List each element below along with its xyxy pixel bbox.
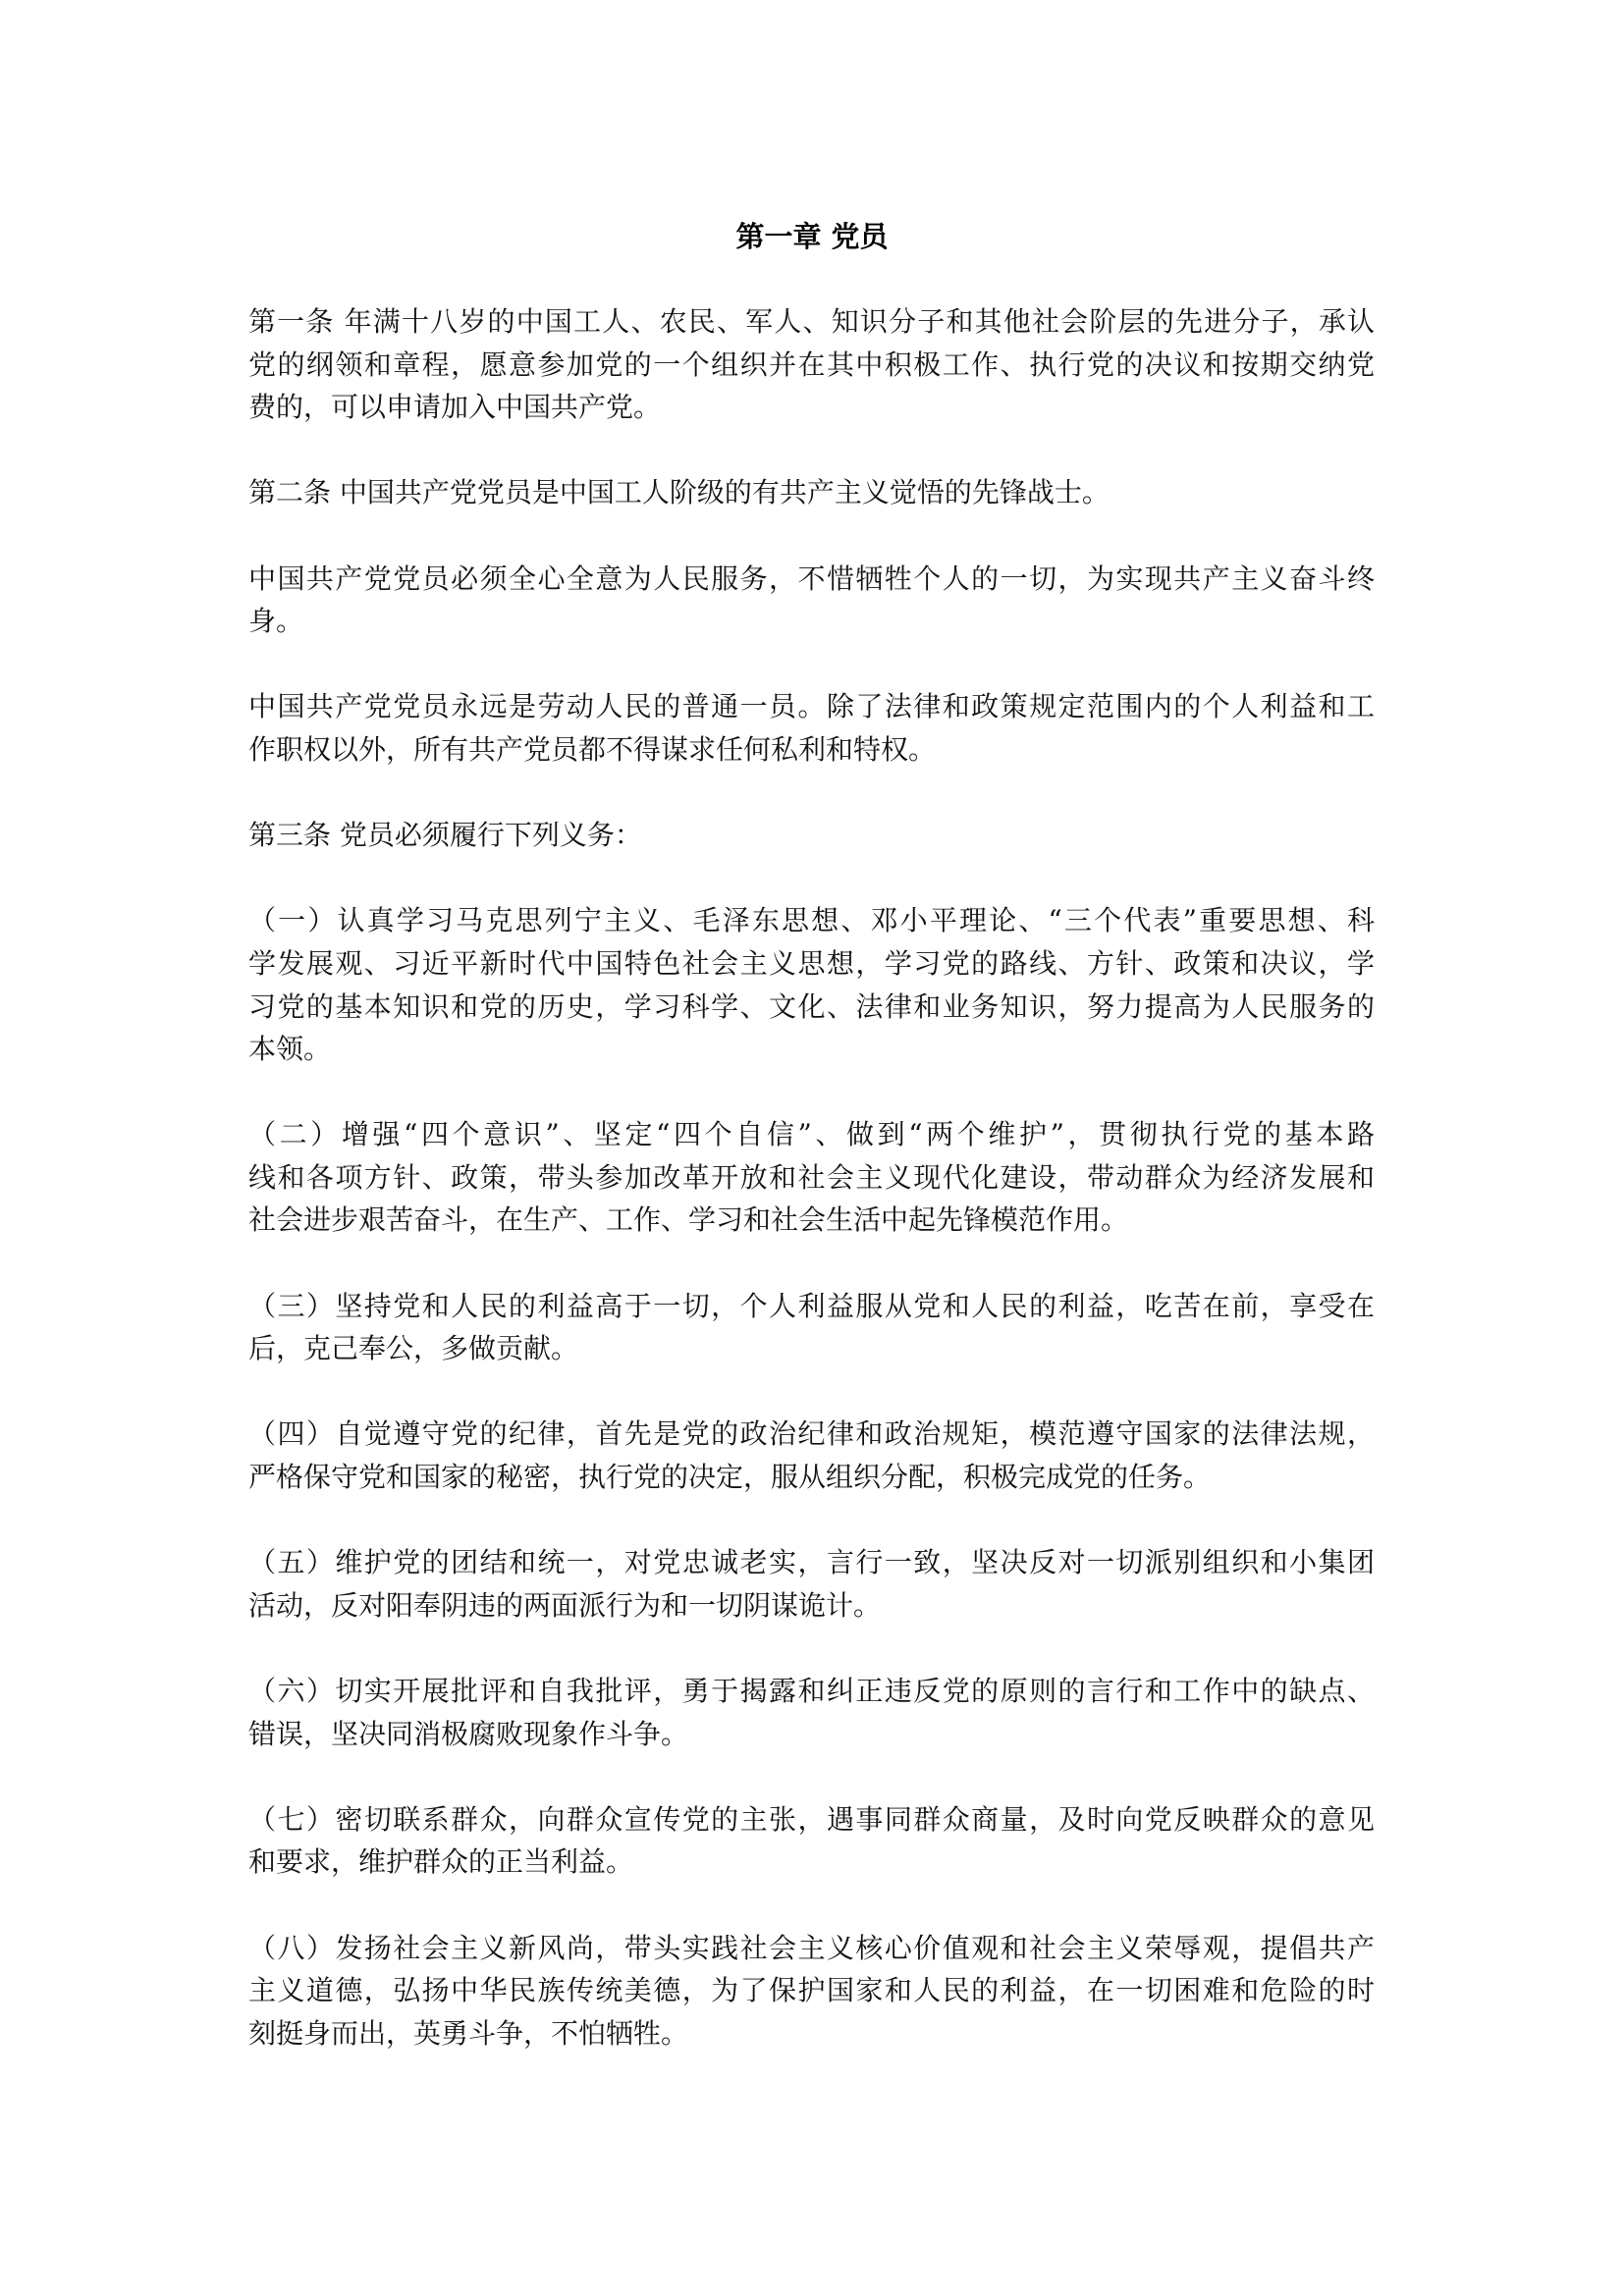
paragraph-line: 费的，可以申请加入中国共产党。 <box>248 391 662 424</box>
paragraph <box>248 1798 1375 1884</box>
paragraph <box>248 685 1375 771</box>
paragraph-line: 错误，坚决同消极腐败现象作斗争。 <box>248 1717 689 1750</box>
paragraph-line: 刻挺身而出，英勇斗争，不怕牺牲。 <box>248 2016 689 2050</box>
paragraph <box>248 1113 1375 1242</box>
paragraph <box>248 1541 1375 1627</box>
paragraph-line: 中国共产党党员必须全心全意为人民服务，不惜牺牲个人的一切，为实现共产主义奋斗终 <box>248 561 1375 595</box>
document-body <box>248 300 1375 2098</box>
paragraph-line: （三）坚持党和人民的利益高于一切，个人利益服从党和人民的利益，吃苦在前，享受在 <box>248 1289 1375 1322</box>
paragraph-line: （六）切实开展批评和自我批评，勇于揭露和纠正违反党的原则的言行和工作中的缺点、 <box>248 1675 1375 1707</box>
paragraph-line: 学发展观、习近平新时代中国特色社会主义思想，学习党的路线、方针、政策和决议，学 <box>248 946 1375 980</box>
paragraph-line: 习党的基本知识和党的历史，学习科学、文化、法律和业务知识，努力提高为人民服务的 <box>248 989 1375 1023</box>
paragraph-line: （二）增强“四个意识”、坚定“四个自信”、做到“两个维护”，贯彻执行党的基本路 <box>248 1118 1375 1151</box>
paragraph-line: 社会进步艰苦奋斗，在生产、工作、学习和社会生活中起先锋模范作用。 <box>248 1203 1129 1237</box>
paragraph-line: 活动，反对阳奉阴违的两面派行为和一切阴谋诡计。 <box>248 1588 882 1622</box>
paragraph <box>248 1413 1375 1498</box>
paragraph <box>248 899 1375 1070</box>
paragraph <box>248 814 1375 857</box>
paragraph-line: 和要求，维护群众的正当利益。 <box>248 1845 634 1879</box>
paragraph-line: （八）发扬社会主义新风尚，带头实践社会主义核心价值观和社会主义荣辱观，提倡共产 <box>248 1931 1375 1964</box>
chapter-title: 第一章 党员 <box>735 220 889 253</box>
paragraph <box>248 1285 1375 1370</box>
paragraph-line: （四）自觉遵守党的纪律，首先是党的政治纪律和政治规矩，模范遵守国家的法律法规， <box>248 1417 1375 1451</box>
paragraph-line: 中国共产党党员永远是劳动人民的普通一员。除了法律和政策规定范围内的个人利益和工 <box>248 690 1375 723</box>
paragraph-line: （七）密切联系群众，向群众宣传党的主张，遇事同群众商量，及时向党反映群众的意见 <box>248 1802 1375 1836</box>
paragraph-line: 第三条 党员必须履行下列义务： <box>248 819 642 852</box>
paragraph-line: 第一条 年满十八岁的中国工人、农民、军人、知识分子和其他社会阶层的先进分子，承认 <box>248 305 1375 338</box>
paragraph-line: 线和各项方针、政策，带头参加改革开放和社会主义现代化建设，带动群众为经济发展和 <box>248 1160 1375 1194</box>
paragraph-line: 第二条 中国共产党党员是中国工人阶级的有共产主义觉悟的先锋战士。 <box>248 476 1110 509</box>
paragraph-line: 主义道德，弘扬中华民族传统美德，为了保护国家和人民的利益，在一切困难和危险的时 <box>248 1974 1375 2007</box>
paragraph-line: 本领。 <box>248 1033 332 1066</box>
paragraph-line: 身。 <box>248 605 304 638</box>
paragraph-line: 党的纲领和章程，愿意参加党的一个组织并在其中积极工作、执行党的决议和按期交纳党 <box>248 347 1375 381</box>
paragraph <box>248 300 1375 429</box>
paragraph <box>248 558 1375 643</box>
paragraph-line: （五）维护党的团结和统一，对党忠诚老实，言行一致，坚决反对一切派别组织和小集团 <box>248 1546 1375 1579</box>
paragraph <box>248 471 1375 514</box>
paragraph-line: 作职权以外，所有共产党员都不得谋求任何私利和特权。 <box>248 732 937 766</box>
paragraph <box>248 1670 1375 1755</box>
paragraph-line: 严格保守党和国家的秘密，执行党的决定，服从组织分配，积极完成党的任务。 <box>248 1461 1212 1494</box>
paragraph-line: 后，克己奉公，多做贡献。 <box>248 1332 579 1365</box>
paragraph <box>248 1927 1375 2056</box>
paragraph-line: （一）认真学习马克思列宁主义、毛泽东思想、邓小平理论、“三个代表”重要思想、科 <box>248 904 1375 937</box>
